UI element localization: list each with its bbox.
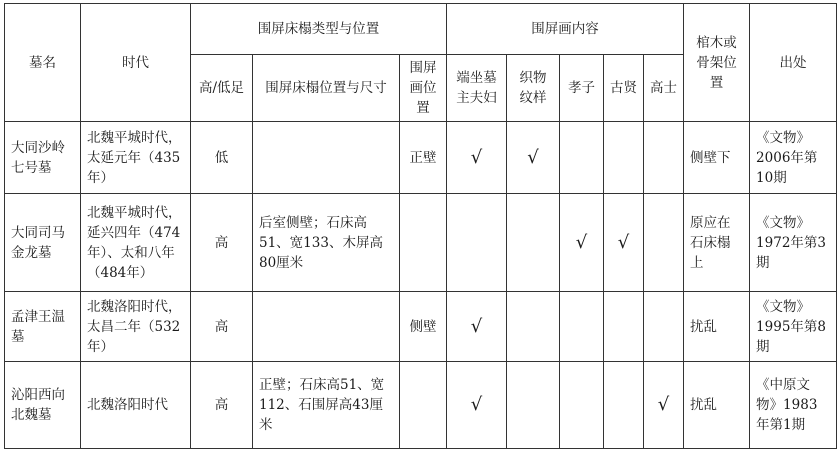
col-header-filial: 孝子 (560, 55, 604, 122)
hermit-cell (644, 122, 684, 194)
col-header-bed-position-size: 围屏床榻位置与尺寸 (253, 55, 400, 122)
textile-cell (507, 362, 560, 449)
col-header-couple: 端坐墓主夫妇 (447, 55, 507, 122)
filial-cell (560, 362, 604, 449)
hermit-cell (644, 194, 684, 292)
era-cell: 北魏平城时代，延兴四年（474年）、太和八年（484年） (81, 194, 191, 292)
sages-cell (604, 122, 644, 194)
col-header-hermit: 高士 (644, 55, 684, 122)
table-row (5, 194, 837, 292)
painting-position-cell (400, 194, 447, 292)
textile-cell (507, 292, 560, 362)
group-header-painting: 围屏画内容 (447, 4, 684, 55)
coffin-cell: 扰乱 (684, 362, 750, 449)
source-cell: 《中原文物》1983年第1期 (750, 362, 837, 449)
table-row (5, 122, 837, 194)
bed-cell: 后室侧壁；石床高51、宽133、木屏高80厘米 (253, 194, 400, 292)
tomb-name-cell: 大同沙岭七号墓 (5, 122, 81, 194)
tomb-comparison-table (4, 3, 837, 449)
couple-cell: √ (447, 122, 507, 194)
coffin-cell: 侧壁下 (684, 122, 750, 194)
textile-cell: √ (507, 122, 560, 194)
painting-position-cell: 侧壁 (400, 292, 447, 362)
filial-cell (560, 292, 604, 362)
filial-cell: √ (560, 194, 604, 292)
table-row (5, 362, 837, 449)
col-header-era: 时代 (81, 4, 191, 122)
col-header-textile: 织物纹样 (507, 55, 560, 122)
source-cell: 《文物》1972年第3期 (750, 194, 837, 292)
header-row-1 (5, 4, 837, 55)
era-cell: 北魏平城时代，太延元年（435年） (81, 122, 191, 194)
col-header-sages: 古贤 (604, 55, 644, 122)
height-cell: 高 (191, 362, 253, 449)
source-cell: 《文物》1995年第8期 (750, 292, 837, 362)
era-cell: 北魏洛阳时代，太昌二年（532年） (81, 292, 191, 362)
bed-cell (253, 292, 400, 362)
height-cell: 高 (191, 292, 253, 362)
filial-cell (560, 122, 604, 194)
sages-cell (604, 292, 644, 362)
painting-position-cell: 正壁 (400, 122, 447, 194)
tomb-name-cell: 沁阳西向北魏墓 (5, 362, 81, 449)
height-cell: 高 (191, 194, 253, 292)
couple-cell (447, 194, 507, 292)
coffin-cell: 原应在石床榻上 (684, 194, 750, 292)
tomb-name-cell: 孟津王温墓 (5, 292, 81, 362)
hermit-cell: √ (644, 362, 684, 449)
col-header-source: 出处 (750, 4, 837, 122)
couple-cell: √ (447, 292, 507, 362)
era-cell: 北魏洛阳时代 (81, 362, 191, 449)
bed-cell: 正壁；石床高51、宽112、石围屏高43厘米 (253, 362, 400, 449)
col-header-height-type: 高/低足 (191, 55, 253, 122)
coffin-cell: 扰乱 (684, 292, 750, 362)
couple-cell: √ (447, 362, 507, 449)
col-header-coffin-position: 棺木或骨架位置 (684, 4, 750, 122)
bed-cell (253, 122, 400, 194)
sages-cell (604, 362, 644, 449)
textile-cell (507, 194, 560, 292)
height-cell: 低 (191, 122, 253, 194)
painting-position-cell (400, 362, 447, 449)
hermit-cell (644, 292, 684, 362)
sages-cell: √ (604, 194, 644, 292)
table-body (5, 122, 837, 449)
col-header-tomb-name: 墓名 (5, 4, 81, 122)
group-header-bed: 围屏床榻类型与位置 (191, 4, 447, 55)
col-header-painting-position: 围屏画位置 (400, 55, 447, 122)
tomb-name-cell: 大同司马金龙墓 (5, 194, 81, 292)
source-cell: 《文物》2006年第10期 (750, 122, 837, 194)
table-row (5, 292, 837, 362)
